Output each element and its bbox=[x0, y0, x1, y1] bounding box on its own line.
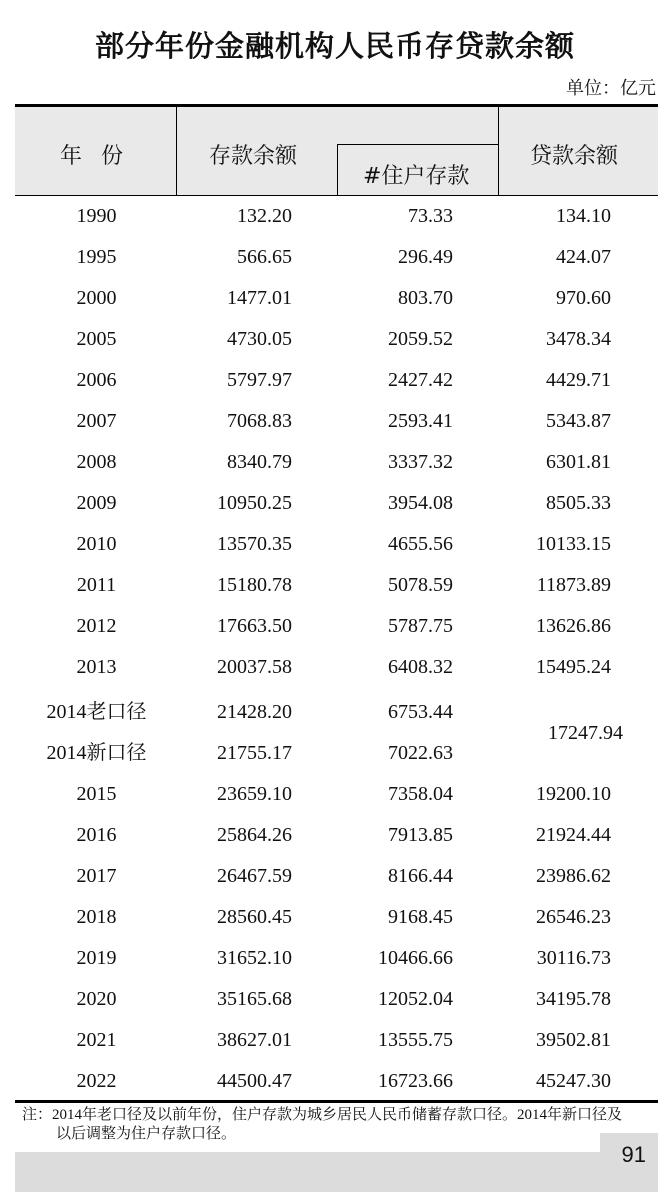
table-row bbox=[15, 647, 658, 688]
loans-2014-merged-cell: 17247.94 bbox=[548, 722, 623, 744]
table-row bbox=[15, 196, 658, 237]
year-cell: 2022 bbox=[76, 1070, 117, 1092]
table-bottom-rule bbox=[15, 1100, 658, 1103]
header-deposits: 存款余额 bbox=[209, 144, 298, 169]
year-cell: 2021 bbox=[76, 1029, 117, 1051]
household-cell: 12052.04 bbox=[378, 988, 453, 1010]
deposits-cell: 8340.79 bbox=[227, 451, 292, 473]
loans-cell: 6301.81 bbox=[546, 451, 611, 473]
deposits-cell: 31652.10 bbox=[217, 947, 292, 969]
deposits-cell: 17663.50 bbox=[217, 615, 292, 637]
household-cell: 5078.59 bbox=[388, 574, 453, 596]
table-row bbox=[15, 856, 658, 897]
loans-cell: 21924.44 bbox=[536, 824, 611, 846]
year-cell: 2000 bbox=[76, 287, 117, 309]
loans-cell: 13626.86 bbox=[536, 615, 611, 637]
loans-cell: 39502.81 bbox=[536, 1029, 611, 1051]
loans-cell: 45247.30 bbox=[536, 1070, 611, 1092]
deposits-cell: 15180.78 bbox=[217, 574, 292, 596]
year-cell: 2012 bbox=[76, 615, 117, 637]
page-number: 91 bbox=[621, 1142, 646, 1167]
household-cell: 16723.66 bbox=[378, 1070, 453, 1092]
loans-cell: 3478.34 bbox=[546, 328, 611, 350]
deposits-cell: 44500.47 bbox=[217, 1070, 292, 1092]
table-row bbox=[15, 1020, 658, 1061]
header-household: #住户存款 bbox=[363, 164, 470, 189]
table-row bbox=[15, 897, 658, 938]
footer-band bbox=[15, 1152, 658, 1192]
household-cell: 3954.08 bbox=[388, 492, 453, 514]
household-cell: 10466.66 bbox=[378, 947, 453, 969]
table-row bbox=[15, 774, 658, 815]
deposits-cell: 5797.97 bbox=[227, 369, 292, 391]
header-year: 年 份 bbox=[60, 144, 129, 169]
household-cell: 13555.75 bbox=[378, 1029, 453, 1051]
deposits-cell: 7068.83 bbox=[227, 410, 292, 432]
deposits-cell: 10950.25 bbox=[217, 492, 292, 514]
table-row bbox=[15, 360, 658, 401]
household-cell: 7358.04 bbox=[388, 783, 453, 805]
loans-cell: 5343.87 bbox=[546, 410, 611, 432]
household-cell: 4655.56 bbox=[388, 533, 453, 555]
loans-cell: 4429.71 bbox=[546, 369, 611, 391]
year-cell: 2013 bbox=[76, 656, 117, 678]
deposits-cell: 21755.17 bbox=[217, 742, 292, 764]
household-cell: 803.70 bbox=[398, 287, 453, 309]
table-row bbox=[15, 815, 658, 856]
household-cell: 2427.42 bbox=[388, 369, 453, 391]
year-cell: 2014新口径 bbox=[46, 742, 147, 764]
deposits-cell: 20037.58 bbox=[217, 656, 292, 678]
loans-cell: 26546.23 bbox=[536, 906, 611, 928]
deposits-cell: 21428.20 bbox=[217, 701, 292, 723]
deposits-cell: 566.65 bbox=[237, 246, 292, 268]
year-cell: 2017 bbox=[76, 865, 117, 887]
household-cell: 9168.45 bbox=[388, 906, 453, 928]
loans-cell: 19200.10 bbox=[536, 783, 611, 805]
deposits-cell: 38627.01 bbox=[217, 1029, 292, 1051]
table-row bbox=[15, 483, 658, 524]
household-cell: 7913.85 bbox=[388, 824, 453, 846]
year-cell: 2014老口径 bbox=[46, 701, 147, 723]
loans-cell: 30116.73 bbox=[536, 947, 611, 969]
loans-cell: 11873.89 bbox=[536, 574, 611, 596]
year-cell: 2015 bbox=[76, 783, 117, 805]
year-cell: 2020 bbox=[76, 988, 117, 1010]
loans-cell: 15495.24 bbox=[536, 656, 611, 678]
footnote-line-1: 注：2014年老口径及以前年份，住户存款为城乡居民人民币储蓄存款口径。2014年新口径及 bbox=[22, 1107, 623, 1123]
table-row bbox=[15, 319, 658, 360]
header-divider bbox=[498, 107, 499, 195]
loans-cell: 424.07 bbox=[556, 246, 611, 268]
year-cell: 2018 bbox=[76, 906, 117, 928]
table-row bbox=[15, 938, 658, 979]
household-cell: 2593.41 bbox=[388, 410, 453, 432]
deposits-cell: 4730.05 bbox=[227, 328, 292, 350]
loans-cell: 970.60 bbox=[556, 287, 611, 309]
deposits-cell: 1477.01 bbox=[227, 287, 292, 309]
loans-cell: 23986.62 bbox=[536, 865, 611, 887]
loans-cell: 134.10 bbox=[556, 205, 611, 227]
year-cell: 2019 bbox=[76, 947, 117, 969]
household-cell: 5787.75 bbox=[388, 615, 453, 637]
table-row bbox=[15, 1061, 658, 1102]
year-cell: 2007 bbox=[76, 410, 117, 432]
table-header bbox=[15, 107, 658, 196]
household-cell: 6408.32 bbox=[388, 656, 453, 678]
year-cell: 2010 bbox=[76, 533, 117, 555]
year-cell: 2006 bbox=[76, 369, 117, 391]
page-title: 部分年份金融机构人民币存贷款余额 bbox=[94, 29, 575, 63]
table-row bbox=[15, 606, 658, 647]
deposits-cell: 132.20 bbox=[237, 205, 292, 227]
year-cell: 2011 bbox=[76, 574, 117, 596]
deposits-cell: 26467.59 bbox=[217, 865, 292, 887]
table-row bbox=[15, 278, 658, 319]
household-cell: 2059.52 bbox=[388, 328, 453, 350]
year-cell: 2016 bbox=[76, 824, 117, 846]
year-cell: 2008 bbox=[76, 451, 117, 473]
household-cell: 3337.32 bbox=[388, 451, 453, 473]
household-cell: 296.49 bbox=[398, 246, 453, 268]
footnote bbox=[22, 1106, 662, 1144]
year-cell: 2009 bbox=[76, 492, 117, 514]
household-cell: 7022.63 bbox=[388, 742, 453, 764]
table-row bbox=[15, 524, 658, 565]
table-row bbox=[15, 565, 658, 606]
year-cell: 1995 bbox=[76, 246, 117, 268]
deposits-cell: 35165.68 bbox=[217, 988, 292, 1010]
household-cell: 73.33 bbox=[408, 205, 453, 227]
unit-label: 单位：亿元 bbox=[566, 78, 656, 99]
header-divider bbox=[176, 107, 177, 195]
header-loans: 贷款余额 bbox=[530, 144, 619, 169]
table-row bbox=[15, 442, 658, 483]
household-cell: 8166.44 bbox=[388, 865, 453, 887]
loans-cell: 34195.78 bbox=[536, 988, 611, 1010]
deposits-cell: 13570.35 bbox=[217, 533, 292, 555]
table-row bbox=[15, 979, 658, 1020]
deposits-cell: 23659.10 bbox=[217, 783, 292, 805]
household-cell: 6753.44 bbox=[388, 701, 453, 723]
table-row bbox=[15, 401, 658, 442]
table-row bbox=[15, 237, 658, 278]
loans-cell: 8505.33 bbox=[546, 492, 611, 514]
year-cell: 2005 bbox=[76, 328, 117, 350]
loans-cell: 10133.15 bbox=[536, 533, 611, 555]
footnote-line-2: 以后调整为住户存款口径。 bbox=[56, 1126, 237, 1142]
deposits-cell: 28560.45 bbox=[217, 906, 292, 928]
year-cell: 1990 bbox=[76, 205, 117, 227]
deposits-cell: 25864.26 bbox=[217, 824, 292, 846]
